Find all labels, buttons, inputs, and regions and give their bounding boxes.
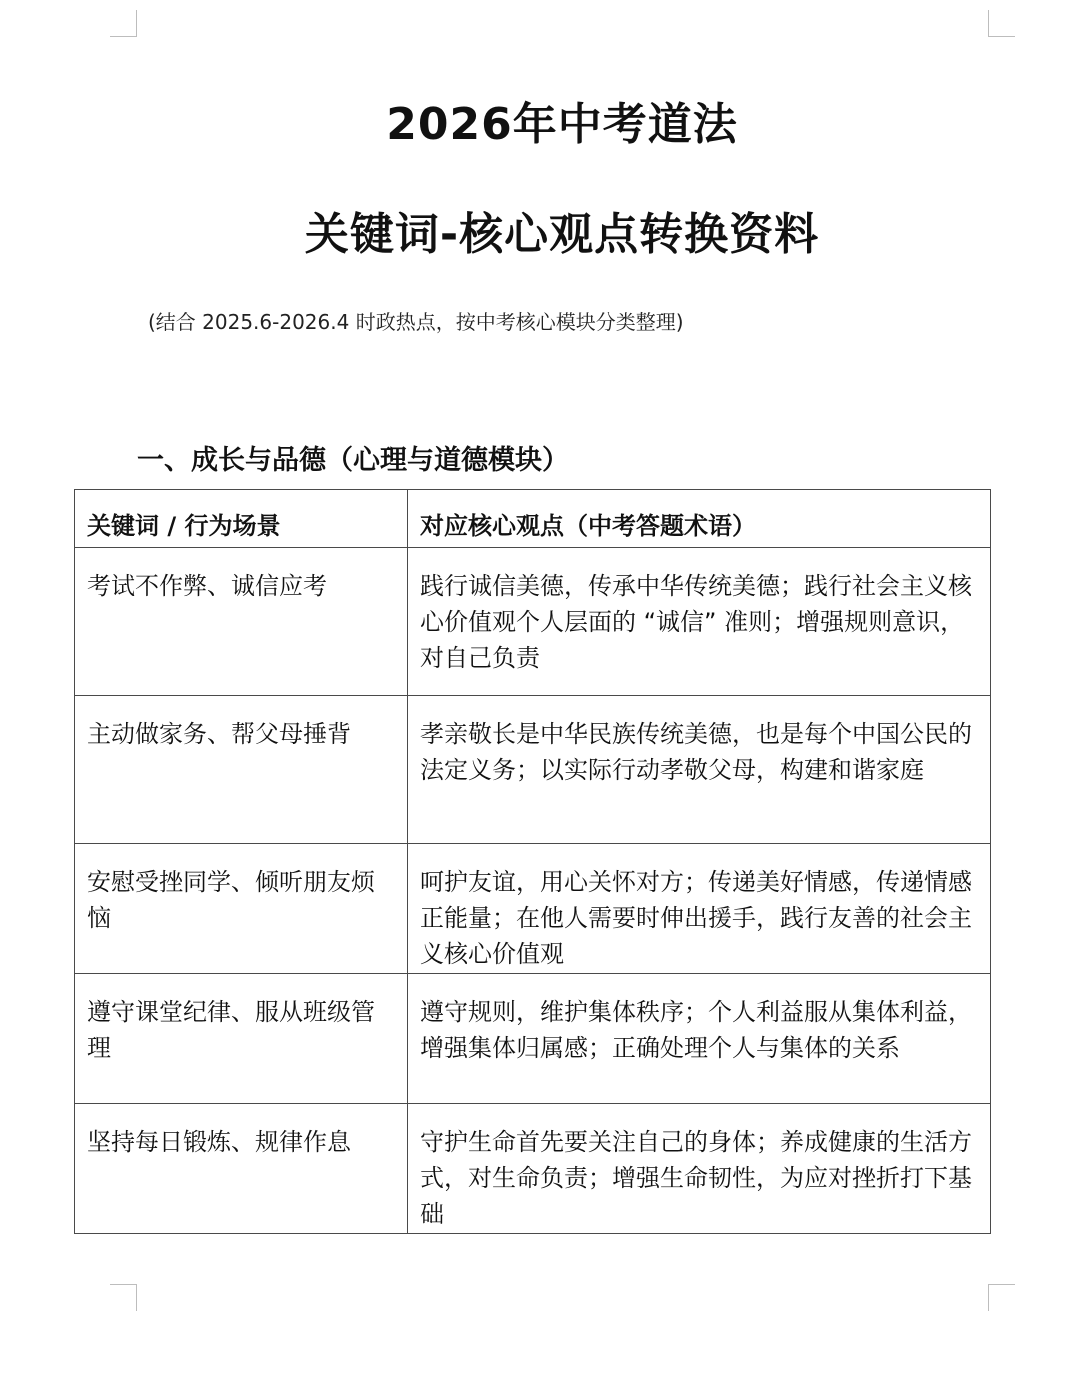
table-cell-viewpoint: 遵守规则，维护集体秩序；个人利益服从集体利益，增强集体归属感；正确处理个人与集体的关系 — [408, 974, 991, 1104]
table-header-viewpoint: 对应核心观点（中考答题术语） — [408, 490, 991, 548]
table-cell-viewpoint: 孝亲敬长是中华民族传统美德，也是每个中国公民的法定义务；以实际行动孝敬父母，构建和谐家庭 — [408, 696, 991, 844]
table-cell-keyword: 考试不作弊、诚信应考 — [75, 548, 408, 696]
table-cell-keyword: 遵守课堂纪律、服从班级管理 — [75, 974, 408, 1104]
table-cell-keyword: 主动做家务、帮父母捶背 — [75, 696, 408, 844]
page-corner-mark-top-left — [110, 10, 137, 37]
document-title-line-2: 关键词-核心观点转换资料 — [304, 209, 820, 260]
table-row — [75, 844, 991, 974]
page-corner-mark-top-right — [988, 10, 1015, 37]
table-cell-viewpoint: 践行诚信美德，传承中华传统美德；践行社会主义核心价值观个人层面的 “诚信” 准则；增强规则意识，对自己负责 — [408, 548, 991, 696]
table-cell-keyword: 坚持每日锻炼、规律作息 — [75, 1104, 408, 1234]
table-cell-viewpoint: 守护生命首先要关注自己的身体；养成健康的生活方式，对生命负责；增强生命韧性，为应对挫折打下基础 — [408, 1104, 991, 1234]
table-header-keyword: 关键词 / 行为场景 — [75, 490, 408, 548]
table-cell-viewpoint: 呵护友谊，用心关怀对方；传递美好情感，传递情感正能量；在他人需要时伸出援手，践行友善的社会主义核心价值观 — [408, 844, 991, 974]
page-corner-mark-bottom-left — [110, 1284, 137, 1311]
table-row — [75, 1104, 991, 1234]
table-row — [75, 974, 991, 1104]
page-corner-mark-bottom-right — [988, 1284, 1015, 1311]
document-title-line-1: 2026年中考道法 — [386, 99, 738, 150]
keyword-viewpoint-table — [74, 489, 991, 1234]
table-row — [75, 696, 991, 844]
table-cell-keyword: 安慰受挫同学、倾听朋友烦恼 — [75, 844, 408, 974]
section-heading: 一、成长与品德（心理与道德模块） — [137, 445, 569, 476]
table-row — [75, 548, 991, 696]
document-subtitle: (结合 2025.6-2026.4 时政热点，按中考核心模块分类整理) — [148, 310, 684, 334]
table-header-row — [75, 490, 991, 548]
